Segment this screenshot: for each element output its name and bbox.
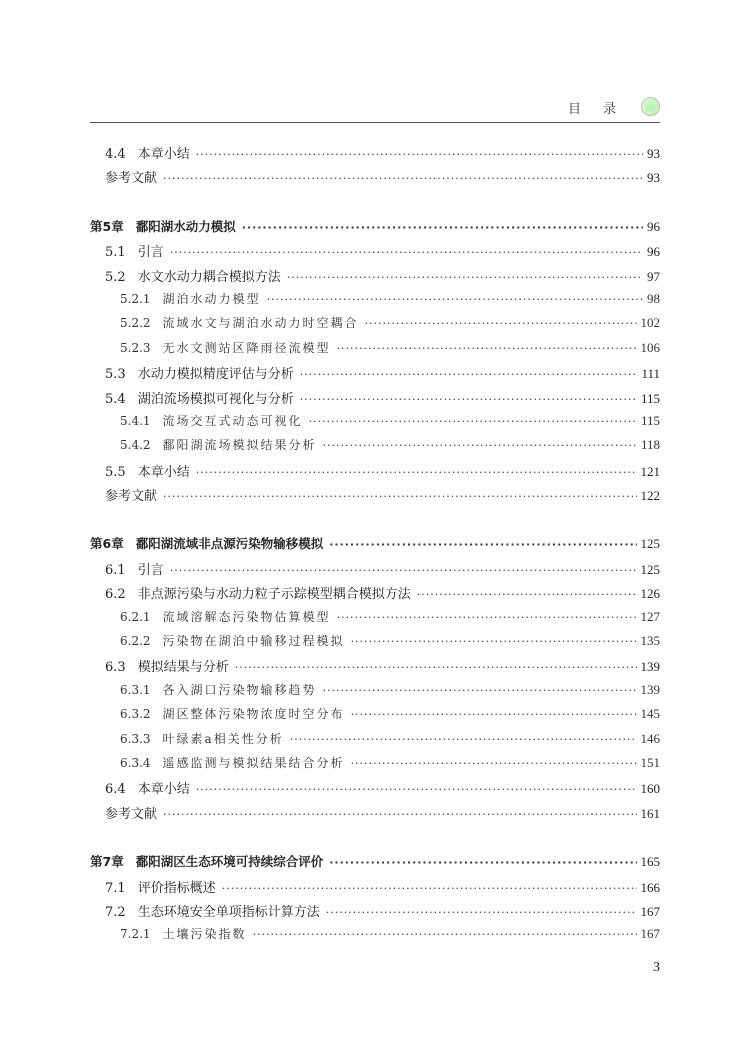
entry-number: 6.2 xyxy=(105,587,126,603)
entry-page: 135 xyxy=(640,633,660,649)
entry-number: 7.2.1 xyxy=(120,927,151,942)
toc-chapter-entry[interactable] xyxy=(90,217,660,241)
entry-title: 湖泊水动力模型 xyxy=(162,291,261,306)
entry-page: 111 xyxy=(641,366,660,382)
entry-page: 127 xyxy=(640,608,660,624)
dot-leader xyxy=(267,293,643,306)
entry-title: 本章小结 xyxy=(137,782,190,798)
entry-page: 139 xyxy=(640,659,660,675)
dot-leader xyxy=(365,317,637,330)
entry-title: 水动力模拟精度评估与分析 xyxy=(137,367,294,383)
toc-chapter-entry[interactable] xyxy=(90,852,660,876)
dot-leader xyxy=(253,928,637,941)
entry-number: 5.1 xyxy=(105,245,126,261)
dot-leader xyxy=(351,757,637,770)
dot-leader xyxy=(196,148,643,161)
dot-leader xyxy=(329,856,636,869)
entry-page: 125 xyxy=(640,561,660,577)
entry-number: 5.4.2 xyxy=(120,438,151,453)
entry-page: 167 xyxy=(640,903,660,919)
dot-leader xyxy=(196,783,637,796)
entry-number: 6.3.4 xyxy=(120,755,151,770)
entry-title: 本章小结 xyxy=(137,147,190,162)
dot-leader xyxy=(300,393,637,406)
entry-page: 118 xyxy=(640,437,660,453)
toc-entry[interactable] xyxy=(90,363,660,387)
dot-leader xyxy=(163,172,643,185)
entry-number: 5.5 xyxy=(105,464,126,480)
toc-entry[interactable] xyxy=(90,778,660,802)
entry-page: 121 xyxy=(640,463,660,479)
dot-leader xyxy=(326,906,637,919)
entry-number: 4.4 xyxy=(105,147,126,162)
dot-leader xyxy=(417,588,637,601)
entry-number: 6.3.3 xyxy=(120,731,151,746)
toc-entry[interactable] xyxy=(90,705,660,729)
dot-leader xyxy=(323,684,637,697)
entry-title: 流场交互式动态可视化 xyxy=(162,413,303,428)
toc-entry[interactable] xyxy=(90,436,660,460)
toc-entry[interactable] xyxy=(90,339,660,363)
entry-title: 流域水文与湖泊水动力时空耦合 xyxy=(162,316,359,331)
entry-page: 102 xyxy=(640,315,660,331)
entry-page: 106 xyxy=(640,339,660,355)
dot-leader xyxy=(235,661,637,674)
dot-leader xyxy=(337,611,637,624)
entry-page: 96 xyxy=(647,244,660,260)
dot-leader xyxy=(163,808,636,821)
toc-entry[interactable] xyxy=(90,754,660,778)
section-gap xyxy=(90,509,660,534)
entry-number: 6.1 xyxy=(105,562,126,578)
toc-entry[interactable] xyxy=(90,143,660,167)
entry-title: 叶绿素a相关性分析 xyxy=(162,731,284,746)
toc-references-entry[interactable] xyxy=(90,167,660,191)
entry-title: 鄱阳湖流场模拟结果分析 xyxy=(162,438,317,453)
entry-title: 评价指标概述 xyxy=(137,880,216,896)
entry-page: 97 xyxy=(647,268,660,284)
dot-leader xyxy=(170,246,643,259)
entry-title: 参考文献 xyxy=(105,171,158,187)
toc-entry[interactable] xyxy=(90,266,660,290)
entry-title: 非点源污染与水动力粒子示踪模型耦合模拟方法 xyxy=(137,587,411,603)
toc-entry[interactable] xyxy=(90,412,660,436)
entry-number: 5.4.1 xyxy=(120,413,151,428)
table-of-contents xyxy=(90,143,660,950)
dot-leader xyxy=(329,538,636,551)
entry-number: 5.4 xyxy=(105,391,126,407)
entry-page: 167 xyxy=(640,926,660,942)
circle-ornament-icon xyxy=(641,97,660,116)
entry-title: 土壤污染指数 xyxy=(162,927,247,942)
entry-page: 166 xyxy=(640,879,660,895)
entry-number: 5.2 xyxy=(105,269,126,285)
entry-title: 遥感监测与模拟结果结合分析 xyxy=(162,755,345,770)
entry-page: 122 xyxy=(640,488,660,504)
toc-entry[interactable] xyxy=(90,241,660,265)
entry-title: 各入湖口污染物输移趋势 xyxy=(162,682,317,697)
entry-page: 145 xyxy=(640,706,660,722)
section-gap xyxy=(90,192,660,217)
toc-entry[interactable] xyxy=(90,388,660,412)
toc-entry[interactable] xyxy=(90,608,660,632)
dot-leader xyxy=(337,342,637,355)
toc-entry[interactable] xyxy=(90,314,660,338)
dot-leader xyxy=(309,415,637,428)
entry-page: 93 xyxy=(647,170,660,186)
page-number: 3 xyxy=(653,960,660,975)
entry-title: 水文水动力耦合模拟方法 xyxy=(137,269,281,285)
toc-entry[interactable] xyxy=(90,559,660,583)
entry-number: 第7章 xyxy=(90,854,124,870)
entry-page: 96 xyxy=(647,218,660,234)
entry-number: 6.2.2 xyxy=(120,634,151,649)
entry-title: 参考文献 xyxy=(105,806,158,822)
entry-number: 6.3.2 xyxy=(120,707,151,722)
entry-number: 5.2.2 xyxy=(120,316,151,331)
entry-number: 7.2 xyxy=(105,904,126,920)
toc-entry[interactable] xyxy=(90,681,660,705)
dot-leader xyxy=(323,439,637,452)
entry-number: 第6章 xyxy=(90,536,124,552)
entry-number: 6.4 xyxy=(105,782,126,798)
toc-entry[interactable] xyxy=(90,656,660,680)
entry-page: 146 xyxy=(640,730,660,746)
toc-entry[interactable] xyxy=(90,925,660,949)
section-gap xyxy=(90,827,660,852)
dot-leader xyxy=(351,708,637,721)
entry-title: 引言 xyxy=(137,562,164,578)
entry-page: 139 xyxy=(640,681,660,697)
entry-title: 鄱阳湖水动力模拟 xyxy=(135,218,236,234)
toc-entry[interactable] xyxy=(90,290,660,314)
entry-title: 湖区整体污染物浓度时空分布 xyxy=(162,707,345,722)
entry-page: 161 xyxy=(640,805,660,821)
toc-chapter-entry[interactable] xyxy=(90,534,660,558)
entry-title: 鄱阳湖流域非点源污染物输移模拟 xyxy=(135,536,324,552)
entry-number: 6.3.1 xyxy=(120,682,151,697)
entry-page: 151 xyxy=(640,754,660,770)
entry-title: 湖泊流场模拟可视化与分析 xyxy=(137,391,294,407)
entry-number: 5.2.3 xyxy=(120,340,151,355)
entry-title: 流域溶解态污染物估算模型 xyxy=(162,609,331,624)
dot-leader xyxy=(196,466,637,479)
running-header xyxy=(90,96,660,123)
entry-page: 115 xyxy=(640,412,660,428)
entry-page: 98 xyxy=(647,290,660,306)
entry-title: 引言 xyxy=(137,245,164,261)
entry-number: 第5章 xyxy=(90,218,124,234)
entry-title: 无水文测站区降雨径流模型 xyxy=(162,340,331,355)
entry-page: 126 xyxy=(640,586,660,602)
dot-leader xyxy=(170,564,637,577)
dot-leader xyxy=(290,733,637,746)
dot-leader xyxy=(163,490,636,503)
entry-title: 污染物在湖泊中输移过程模拟 xyxy=(162,634,345,649)
entry-title: 模拟结果与分析 xyxy=(137,660,229,676)
dot-leader xyxy=(300,368,638,381)
dot-leader xyxy=(351,635,637,648)
entry-number: 6.3 xyxy=(105,660,126,676)
entry-title: 鄱阳湖区生态环境可持续综合评价 xyxy=(135,854,324,870)
dot-leader xyxy=(287,271,643,284)
entry-page: 115 xyxy=(640,390,660,406)
toc-entry[interactable] xyxy=(90,877,660,901)
toc-references-entry[interactable] xyxy=(90,803,660,827)
entry-number: 5.2.1 xyxy=(120,291,151,306)
toc-entry[interactable] xyxy=(90,461,660,485)
entry-number: 5.3 xyxy=(105,367,126,383)
entry-page: 160 xyxy=(640,781,660,797)
entry-number: 7.1 xyxy=(105,880,126,896)
toc-entry[interactable] xyxy=(90,632,660,656)
entry-title: 本章小结 xyxy=(137,464,190,480)
entry-page: 165 xyxy=(640,854,660,870)
toc-references-entry[interactable] xyxy=(90,485,660,509)
toc-entry[interactable] xyxy=(90,730,660,754)
entry-title: 参考文献 xyxy=(105,489,158,505)
entry-title: 生态环境安全单项指标计算方法 xyxy=(137,904,320,920)
entry-page: 125 xyxy=(640,536,660,552)
toc-entry[interactable] xyxy=(90,583,660,607)
toc-entry[interactable] xyxy=(90,901,660,925)
entry-number: 6.2.1 xyxy=(120,609,151,624)
dot-leader xyxy=(222,882,637,895)
header-title: 目录 xyxy=(567,102,638,117)
entry-page: 93 xyxy=(647,146,660,161)
dot-leader xyxy=(242,221,643,234)
